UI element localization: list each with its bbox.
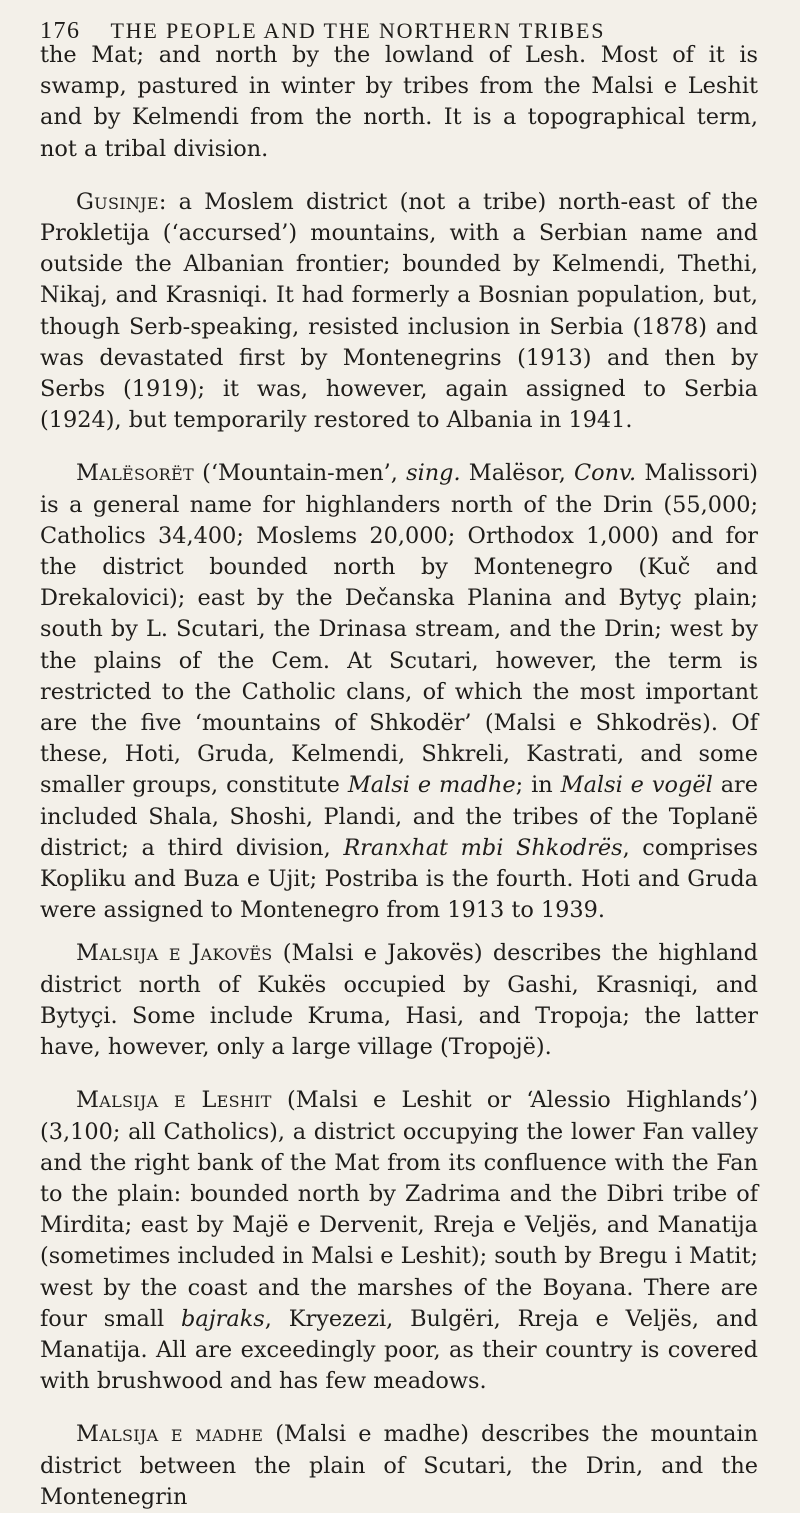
- entry-term-malesoret: Malësorët: [76, 460, 194, 487]
- paragraph-gusinje: Gusinje: a Moslem district (not a tribe) north-east of the Prokletija (‘accursed’) mountains, with a Serbian name and outside the Albanian frontier; bounded by Kelmendi, Thethi, Nikaj, and Krasniqi. It had formerly a Bosnian population, but, though Serb-speaking, resisted inclusion in Serbia (1878) and was devastated first by Montenegrins (1913) and then by Serbs (1919); it was, however, again assigned to Serbia (1924), but temporarily restored to Albania in 1941.: [40, 188, 758, 434]
- paragraph-malsija-e-madhe: Malsija e madhe (Malsi e madhe) describes the mountain district between the plain of Scutari, the Drin, and the Montenegrin: [40, 1421, 759, 1510]
- entry-term-malsija-e-leshit: Malsija e Leshit: [76, 1087, 272, 1114]
- entry-term-malsija-e-madhe: Malsija e madhe: [76, 1421, 264, 1448]
- paragraph-mat-continuation: the Mat; and north by the lowland of Lesh. Most of it is swamp, pastured in winter by tribes from the Malsi e Leshit and by Kelmendi from the north. It is a topographical term, not a tribal division.: [40, 42, 758, 162]
- paragraph-malesoret: Malësorët (‘Mountain-men’, sing. Malësor, Conv. Malissori) is a general name for highlanders north of the Drin (55,000; Catholics 34,400; Moslems 20,000; Orthodox 1,000) and for the district bounded north by Montenegro (Kuč and Drekalovici); east by the Dečanska Planina and Bytyç plain; south by L. Scutari, the Drinasa stream, and the Drin; west by the plains of the Cem. At Scutari, however, the term is restricted to the Catholic clans, of which the most important are the five ‘mountains of Shkodër’ (Malsi e Shkodrës). Of these, Hoti, Gruda, Kelmendi, Shkreli, Kastrati, and some smaller groups, constitute Malsi e madhe; in Malsi e vogël are included Shala, Shoshi, Plandi, and the tribes of the Toplanë district; a third division, Rranxhat mbi Shkodrës, comprises Kopliku and Buza e Ujit; Postriba is the fourth. Hoti and Gruda were assigned to Montenegro from 1913 to 1939.: [40, 460, 758, 924]
- page-header: [40, 0, 758, 44]
- paragraph-malsija-e-leshit: Malsija e Leshit (Malsi e Leshit or ‘Alessio Highlands’) (3,100; all Catholics), a district occupying the lower Fan valley and the right bank of the Mat from its confluence with the Fan to the plain: bounded north by Zadrima and the Dibri tribe of Mirdita; east by Majë e Dervenit, Rreja e Veljës, and Manatija (sometimes included in Malsi e Leshit); south by Bregu i Matit; west by the coast and the marshes of the Boyana. There are four small bajraks, Kryezezi, Bulgëri, Rreja e Veljës, and Manatija. All are exceedingly poor, as their country is covered with brushwood and has few meadows.: [40, 1087, 758, 1395]
- running-head: THE PEOPLE AND THE NORTHERN TRIBES: [110, 18, 606, 43]
- entry-term-gusinje: Gusinje: [76, 188, 159, 215]
- paragraph-malsija-e-jakoves: Malsija e Jakovës (Malsi e Jakovës) describes the highland district north of Kukës occupied by Gashi, Krasniqi, and Bytyçi. Some include Kruma, Hasi, and Tropoja; the latter have, however, only a large village (Tropojë).: [40, 940, 758, 1061]
- entry-term-malsija-e-jakoves: Malsija e Jakovës: [76, 940, 273, 967]
- page-number: 176: [40, 18, 81, 44]
- body-text: [40, 40, 758, 1513]
